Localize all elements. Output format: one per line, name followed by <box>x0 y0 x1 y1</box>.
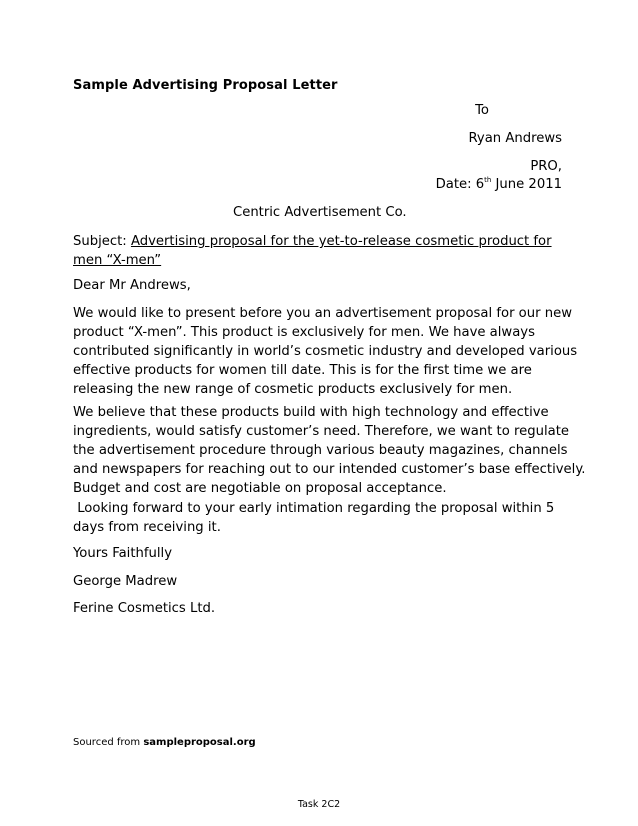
date-superscript: th <box>484 176 492 184</box>
paragraph-2-line: ingredients, would satisfy customer’s need. Therefore, we want to regulate <box>73 424 569 439</box>
subject-line-1: Advertising proposal for the yet-to-release cosmetic product for <box>130 234 552 249</box>
paragraph-2-line: We believe that these products build with high technology and effective <box>73 405 549 420</box>
paragraph-1-line: contributed significantly in world’s cosmetic industry and developed various <box>73 344 578 359</box>
recipient-position: PRO, <box>530 159 562 174</box>
paragraph-2-line: Budget and cost are negotiable on proposal acceptance. <box>73 481 447 496</box>
signatory-name: George Madrew <box>73 574 178 589</box>
source-note <box>73 737 256 748</box>
company-name: Centric Advertisement Co. <box>233 205 407 220</box>
paragraph-1-line: releasing the new range of cosmetic products exclusively for men. <box>73 382 513 397</box>
paragraph-1-line: product “X-men”. This product is exclusively for men. We have always <box>73 325 535 340</box>
paragraph-2-line: and newspapers for reaching out to our intended customer’s base effectively. <box>73 462 586 477</box>
subject-block <box>73 232 573 270</box>
closing: Yours Faithfully <box>73 546 172 561</box>
paragraph-1-line: We would like to present before you an advertisement proposal for our new <box>73 306 572 321</box>
date-prefix: Date: 6 <box>435 177 485 192</box>
salutation: Dear Mr Andrews, <box>73 278 191 293</box>
paragraph-2 <box>73 403 586 498</box>
signatory-company: Ferine Cosmetics Ltd. <box>73 601 216 616</box>
paragraph-1 <box>73 304 578 399</box>
source-prefix: Sourced from <box>73 737 144 748</box>
paragraph-3-line: days from receiving it. <box>73 520 221 535</box>
date-suffix: June 2011 <box>491 177 562 192</box>
letter-date <box>436 175 562 194</box>
document-title: Sample Advertising Proposal Letter <box>73 78 338 93</box>
paragraph-1-line: effective products for women till date. This is for the first time we are <box>73 363 532 378</box>
page-footer: Task 2C2 <box>297 799 341 810</box>
source-site: sampleproposal.org <box>143 737 256 748</box>
recipient-to: To <box>475 103 489 118</box>
recipient-name: Ryan Andrews <box>468 131 562 146</box>
subject-label: Subject: <box>73 234 131 249</box>
subject-line-2: men “X-men” <box>73 253 162 268</box>
paragraph-3-line: Looking forward to your early intimation regarding the proposal within 5 <box>73 501 555 516</box>
paragraph-2-line: the advertisement procedure through various beauty magazines, channels <box>73 443 568 458</box>
paragraph-3 <box>73 499 573 537</box>
